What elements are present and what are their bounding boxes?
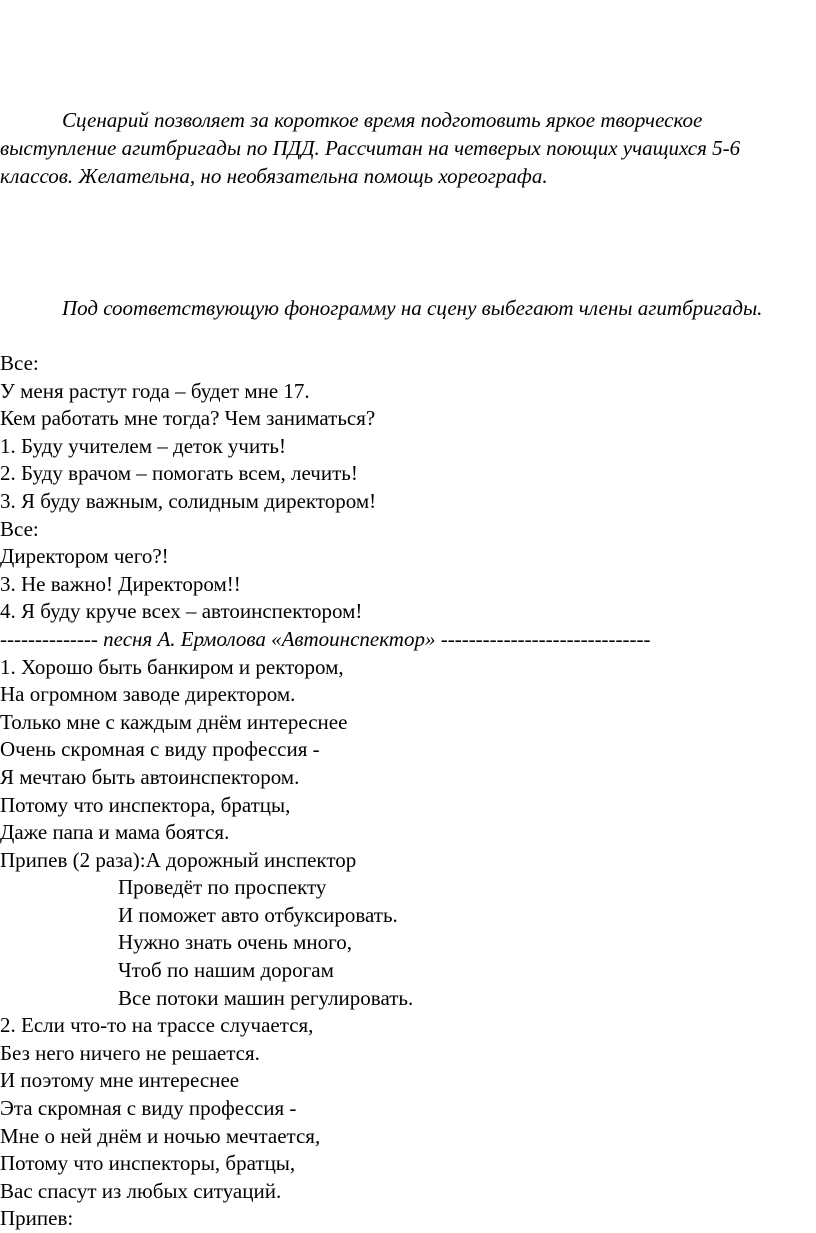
verse1-line: Очень скромная с виду профессия - (0, 737, 320, 762)
script-line: Кем работать мне тогда? Чем заниматься? (0, 406, 376, 431)
verse1-line: Потому что инспектора, братцы, (0, 792, 291, 817)
verse2-line: Эта скромная с виду профессия - (0, 1096, 297, 1121)
verse2-line: Без него ничего не решается. (0, 1040, 260, 1065)
song-title: песня А. Ермолова «Автоинспектор» (97, 626, 441, 651)
chorus-label-line: Припев (2 раза):А дорожный инспектор (0, 847, 357, 872)
verse2-line: Вас спасут из любых ситуаций. (0, 1178, 282, 1203)
script-line: 2. Буду врачом – помогать всем, лечить! (0, 461, 358, 486)
script-line: 3. Не важно! Директором!! (0, 571, 241, 596)
song-header-dashes-right: ------------------------------ (440, 626, 651, 651)
script-body (0, 350, 810, 1233)
script-line: 4. Я буду круче всех – автоинспектором! (0, 599, 363, 624)
verse2-line: Мне о ней днём и ночью мечтается, (0, 1123, 321, 1148)
song-header-dashes-left: -------------- (0, 626, 98, 651)
chorus-line: Проведёт по проспекту (118, 875, 327, 900)
verse2-line: И поэтому мне интереснее (0, 1068, 240, 1093)
song-header (0, 626, 810, 654)
script-line: Все: (0, 516, 39, 541)
verse1-line: Даже папа и мама боятся. (0, 820, 230, 845)
chorus-line: И поможет авто отбуксировать. (118, 902, 398, 927)
verse1-line: 1. Хорошо быть банкиром и ректором, (0, 654, 344, 679)
chorus-line: Все потоки машин регулировать. (118, 985, 414, 1010)
intro-paragraph: Сценарий позволяет за короткое время подготовить яркое творческое выступление агитбригады по ПДД. Рассчитан на четверых поющих учащихся 5-6 классов. Желательна, но необязательна помощь хореографа. (0, 108, 741, 188)
chorus-line: Чтоб по нашим дорогам (118, 958, 334, 983)
verse1-line: Я мечтаю быть автоинспектором. (0, 764, 300, 789)
script-line: Все: (0, 351, 39, 375)
script-line: 1. Буду учителем – деток учить! (0, 433, 286, 458)
stage-direction: Под соответствующую фонограмму на сцену выбегают члены агитбригады. (62, 296, 763, 320)
verse1-line: Только мне с каждым днём интереснее (0, 709, 348, 734)
verse2-line: Потому что инспекторы, братцы, (0, 1151, 296, 1176)
script-line: У меня растут года – будет мне 17. (0, 378, 310, 403)
verse2-line: 2. Если что-то на трассе случается, (0, 1013, 314, 1038)
script-line: Директором чего?! (0, 544, 169, 569)
chorus-ref-line: Припев: (0, 1206, 74, 1231)
script-line: 3. Я буду важным, солидным директором! (0, 488, 377, 513)
verse1-line: На огромном заводе директором. (0, 682, 296, 707)
chorus-line: Нужно знать очень много, (118, 930, 352, 955)
